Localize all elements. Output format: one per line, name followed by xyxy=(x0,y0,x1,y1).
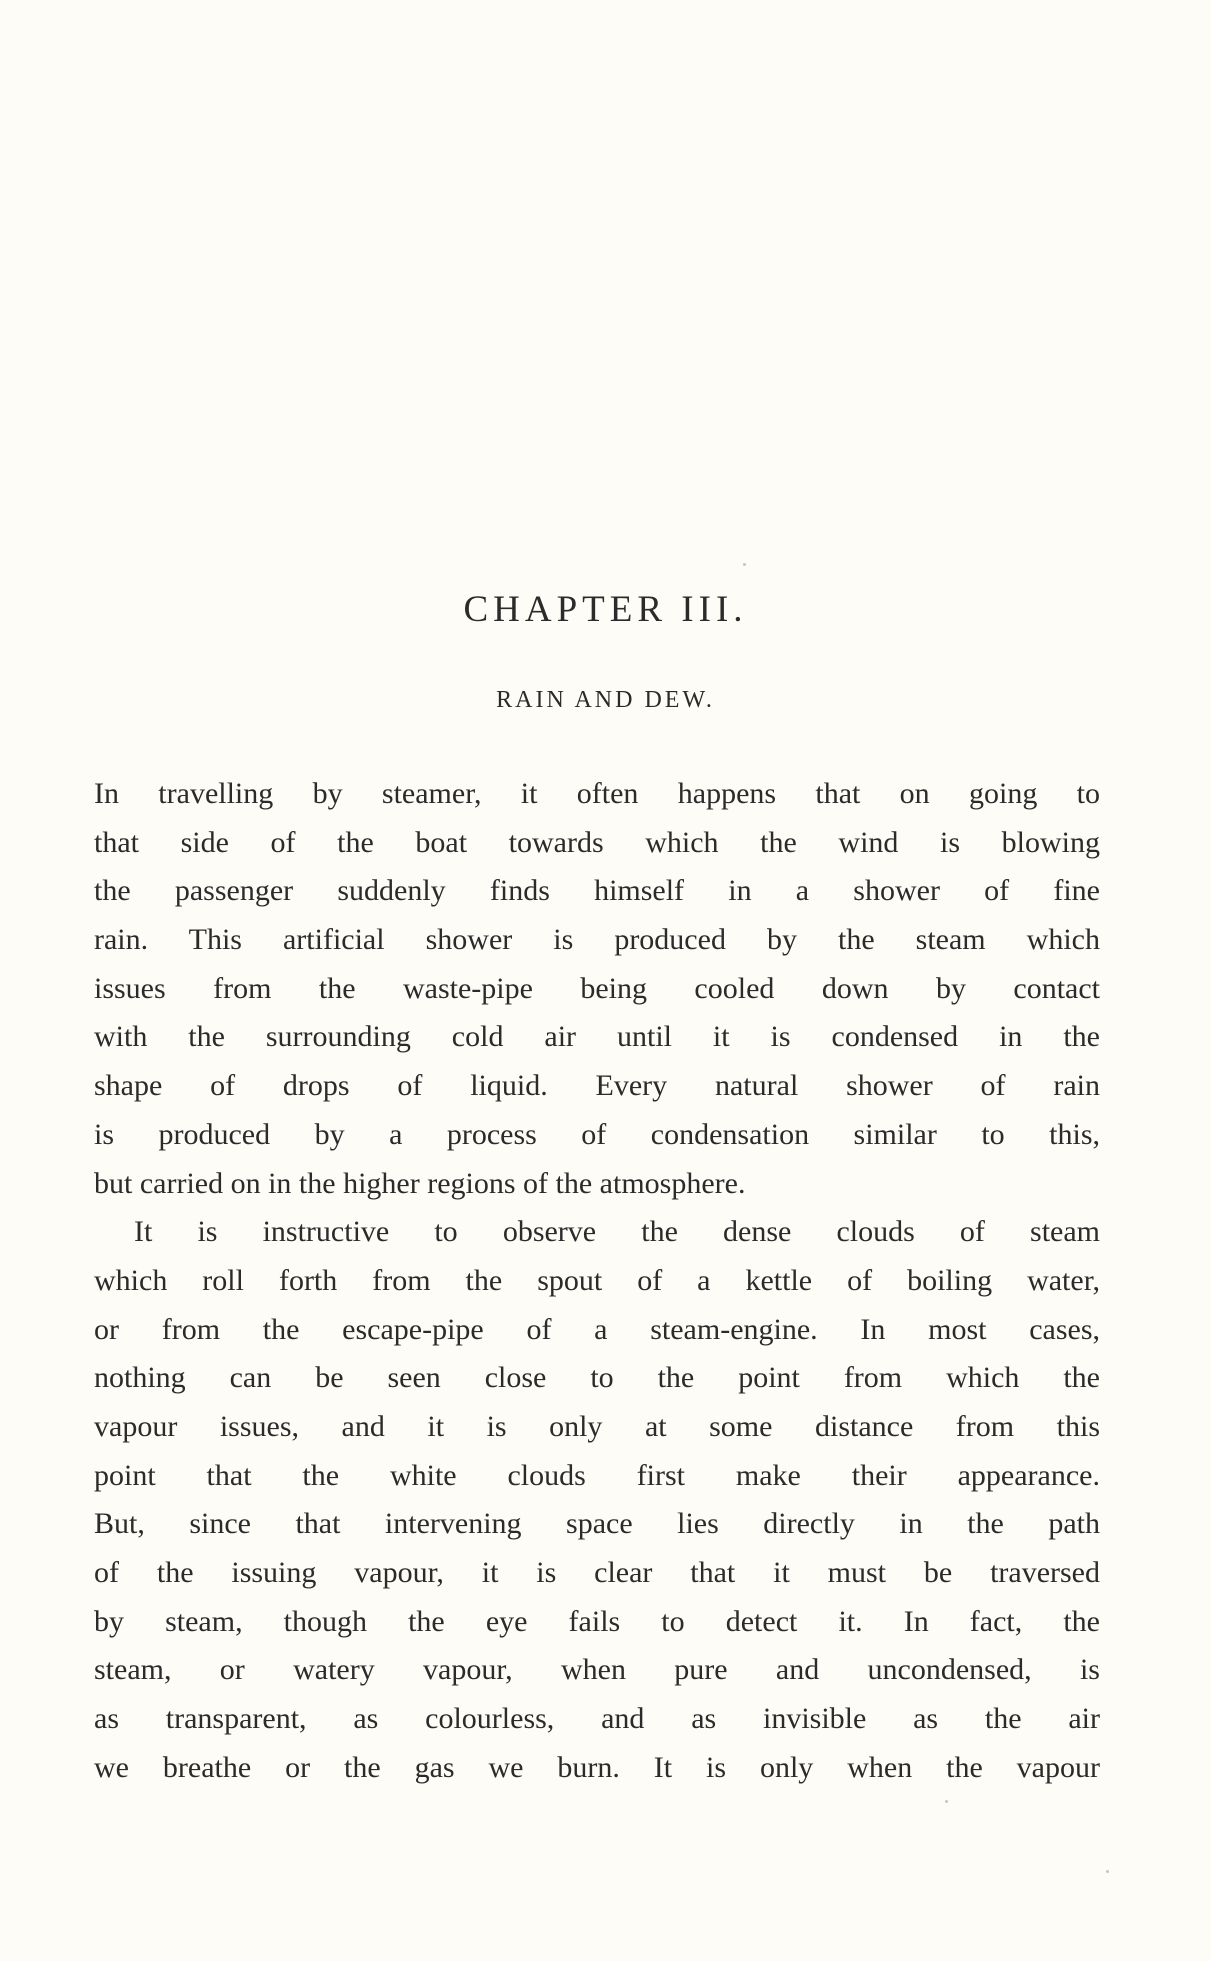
text-line: is produced by a process of condensation similar to this, xyxy=(94,1117,1100,1151)
text-line: rain. This artificial shower is produced by the steam which xyxy=(94,923,1100,957)
text-line: we breathe or the gas we burn. It is only when the vapour xyxy=(94,1750,1100,1784)
text-line: steam, or watery vapour, when pure and uncondensed, is xyxy=(94,1653,1100,1687)
text-line: issues from the waste-pipe being cooled down by contact xyxy=(94,971,1100,1005)
text-line: But, since that intervening space lies directly in the path xyxy=(94,1507,1100,1541)
text-line: of the issuing vapour, it is clear that it must be traversed xyxy=(94,1556,1100,1589)
text-line: nothing can be seen close to the point from which the xyxy=(94,1361,1100,1395)
text-line: with the surrounding cold air until it is condensed in the xyxy=(94,1020,1100,1054)
paper-speck xyxy=(945,1800,948,1803)
paper-speck xyxy=(1106,1870,1109,1873)
chapter-heading: CHAPTER III. xyxy=(463,589,748,630)
text-line: by steam, though the eye fails to detect it. In fact, the xyxy=(94,1604,1100,1638)
text-line: point that the white clouds first make their appearance. xyxy=(94,1458,1100,1492)
text-line: as transparent, as colourless, and as invisible as the air xyxy=(94,1702,1100,1736)
text-line: vapour issues, and it is only at some distance from this xyxy=(94,1409,1100,1443)
text-line: which roll forth from the spout of a kettle of boiling water, xyxy=(94,1263,1100,1297)
text-line: the passenger suddenly finds himself in a shower of fine xyxy=(94,874,1100,908)
chapter-subtitle: RAIN AND DEW. xyxy=(496,687,715,713)
text-line: but carried on in the higher regions of the atmosphere. xyxy=(94,1166,746,1200)
text-line: In travelling by steamer, it often happens that on going to xyxy=(94,777,1100,810)
text-line: or from the escape-pipe of a steam-engine. In most cases, xyxy=(94,1312,1100,1346)
text-line: shape of drops of liquid. Every natural shower of rain xyxy=(94,1069,1100,1103)
text-line: It is instructive to observe the dense clouds of steam xyxy=(134,1215,1100,1249)
body-text xyxy=(94,770,1100,1792)
paper-speck xyxy=(743,563,746,566)
text-line: that side of the boat towards which the wind is blowing xyxy=(94,825,1100,859)
